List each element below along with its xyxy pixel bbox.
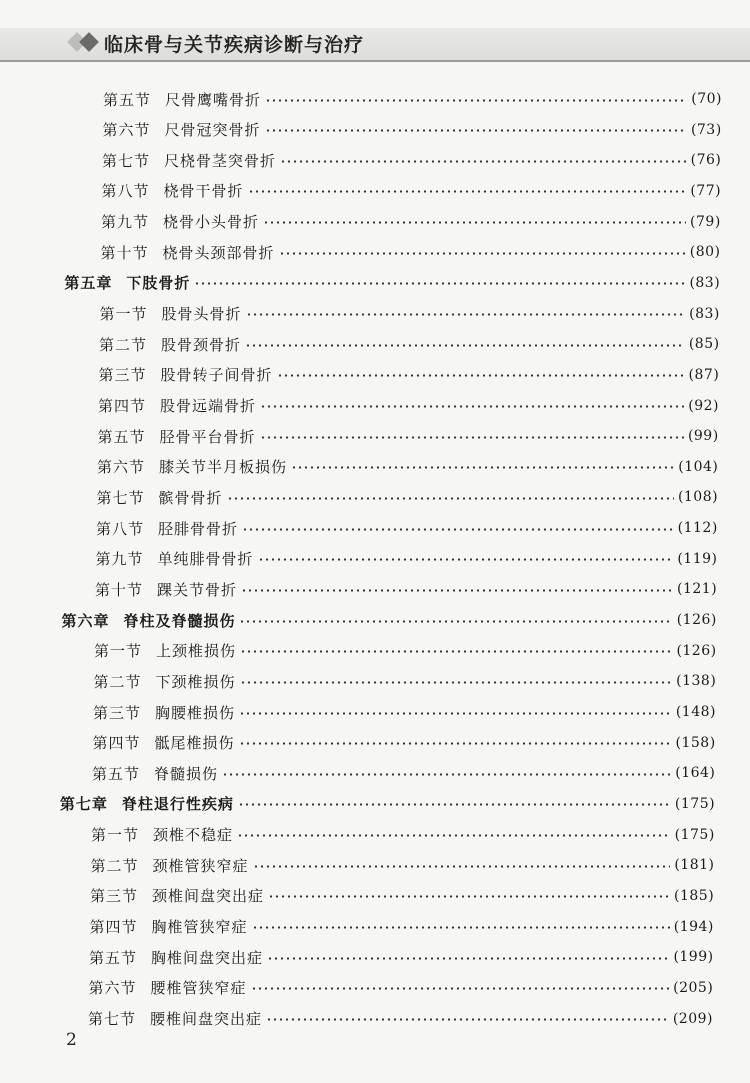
- dot-leader: [280, 160, 687, 163]
- toc-section-entry: [99, 333, 720, 355]
- toc-section-entry: [93, 701, 716, 723]
- dot-leader: [267, 957, 669, 960]
- toc-entry-page: (158): [675, 734, 716, 751]
- toc-entry-title: 颈椎间盘突出症: [152, 887, 265, 906]
- toc-entry-page: (70): [691, 91, 722, 107]
- toc-section-entry: [97, 456, 718, 478]
- toc-entry-number: 第二节: [90, 856, 139, 875]
- toc-entry-number: 第一节: [99, 305, 148, 324]
- toc-entry-page: (126): [676, 642, 717, 659]
- toc-section-entry: [102, 149, 721, 171]
- toc-entry-title: 脊柱退行性疾病: [121, 795, 234, 814]
- dot-leader: [246, 313, 686, 316]
- toc-entry-number: 第六节: [102, 121, 151, 140]
- toc-entry-page: (87): [688, 366, 720, 383]
- toc-entry-title: 胸椎间盘突出症: [151, 948, 264, 967]
- toc-entry-number: 第一节: [91, 826, 140, 845]
- toc-entry-page: (77): [690, 182, 722, 199]
- toc-entry-page: (83): [689, 274, 721, 291]
- toc-section-entry: [100, 303, 720, 325]
- toc-entry-page: (164): [675, 765, 716, 782]
- dot-leader: [251, 987, 670, 990]
- toc-section-entry: [94, 670, 717, 692]
- toc-section-entry: [88, 1008, 713, 1030]
- toc-entry-number: 第六节: [88, 979, 137, 998]
- toc-entry-page: (194): [673, 918, 714, 935]
- book-title: 临床骨与关节疾病诊断与治疗: [104, 34, 365, 56]
- toc-entry-number: 第三节: [93, 703, 142, 722]
- dot-leader: [263, 221, 686, 224]
- toc-entry-number: 第十节: [95, 580, 144, 599]
- toc-entry-title: 骶尾椎损伤: [154, 734, 235, 753]
- toc-entry-page: (83): [689, 305, 720, 322]
- toc-entry-number: 第四节: [92, 734, 141, 753]
- toc-entry-number: 第五节: [92, 764, 141, 783]
- dot-leader: [237, 834, 671, 837]
- toc-section-entry: [94, 640, 717, 662]
- toc-entry-page: (181): [674, 857, 715, 874]
- toc-entry-title: 胸椎管狭窄症: [151, 918, 248, 937]
- toc-entry-title: 桡骨干骨折: [163, 182, 244, 201]
- toc-entry-number: 第五章: [64, 274, 113, 293]
- toc-section-entry: [90, 916, 714, 938]
- toc-entry-page: (185): [674, 887, 715, 904]
- toc-section-entry: [93, 732, 716, 754]
- dot-leader: [239, 712, 672, 715]
- toc-entry-number: 第七节: [102, 151, 151, 170]
- toc-section-entry: [99, 364, 720, 386]
- toc-entry-page: (99): [687, 428, 719, 445]
- toc-entry-number: 第八节: [96, 519, 145, 538]
- running-header: [0, 0, 750, 60]
- toc-section-entry: [89, 946, 714, 968]
- toc-entry-page: (148): [675, 704, 716, 720]
- toc-entry-number: 第七节: [88, 1010, 137, 1028]
- toc-chapter-entry: [61, 609, 716, 631]
- dot-leader: [240, 681, 673, 684]
- toc-section-entry: [92, 762, 715, 784]
- dot-leader: [222, 773, 671, 776]
- toc-entry-number: 第四节: [89, 918, 138, 937]
- toc-entry-page: (126): [676, 612, 717, 629]
- dot-leader: [258, 558, 674, 561]
- toc-entry-title: 上颈椎损伤: [156, 642, 237, 661]
- toc-entry-page: (121): [677, 581, 718, 598]
- toc-section-entry: [98, 395, 719, 417]
- page-number: 2: [66, 1030, 77, 1050]
- toc-entry-page: (73): [690, 121, 722, 138]
- toc-entry-page: (108): [677, 489, 719, 506]
- dot-leader: [260, 436, 684, 439]
- toc-entry-number: 第五节: [97, 427, 146, 446]
- dot-leader: [240, 650, 672, 653]
- toc-section-entry: [102, 180, 722, 202]
- toc-section-entry: [96, 517, 718, 539]
- toc-entry-page: (85): [688, 336, 720, 353]
- toc-section-entry: [98, 425, 719, 447]
- toc-entry-title: 桡骨小头骨折: [163, 213, 260, 232]
- toc-entry-number: 第七章: [59, 795, 108, 814]
- toc-entry-number: 第八节: [101, 182, 150, 201]
- toc-entry-title: 下颈椎损伤: [155, 672, 236, 691]
- toc-entry-title: 单纯腓骨骨折: [157, 550, 254, 569]
- dot-leader: [279, 252, 686, 255]
- toc-entry-title: 颈椎不稳症: [153, 826, 234, 845]
- toc-entry-number: 第五节: [103, 90, 152, 109]
- dot-leader: [227, 497, 674, 500]
- toc-entry-title: 桡骨头颈部骨折: [162, 243, 275, 262]
- toc-section-entry: [103, 88, 722, 110]
- toc-entry-title: 腰椎间盘突出症: [150, 1010, 263, 1028]
- toc-section-entry: [89, 977, 714, 999]
- toc-entry-title: 下肢骨折: [126, 274, 191, 293]
- toc-entry-page: (175): [674, 795, 716, 812]
- dot-leader: [252, 926, 670, 929]
- toc-entry-title: 尺骨冠突骨折: [164, 121, 261, 140]
- toc-section-entry: [95, 578, 717, 600]
- dot-leader: [239, 620, 672, 623]
- toc-entry-title: 股骨头骨折: [161, 305, 242, 324]
- toc-entry-number: 第三节: [90, 887, 139, 906]
- dot-leader: [253, 865, 671, 868]
- toc-section-entry: [91, 854, 715, 876]
- toc-entry-title: 胫骨平台骨折: [159, 427, 256, 446]
- toc-entry-number: 第四节: [98, 397, 147, 415]
- toc-entry-number: 第三节: [98, 366, 147, 385]
- toc-entry-title: 膝关节半月板损伤: [159, 458, 288, 477]
- toc-chapter-entry: [60, 793, 715, 815]
- toc-entry-title: 尺骨鹰嘴骨折: [165, 90, 262, 109]
- toc-section-entry: [101, 241, 721, 263]
- toc-section-entry: [90, 885, 714, 907]
- toc-entry-page: (112): [677, 520, 718, 537]
- dot-leader: [239, 742, 672, 745]
- dot-leader: [265, 129, 687, 132]
- toc-section-entry: [103, 119, 722, 141]
- toc-entry-page: (205): [673, 979, 714, 996]
- dot-leader: [291, 466, 674, 469]
- dot-leader: [268, 895, 670, 898]
- toc-entry-title: 胸腰椎损伤: [155, 703, 236, 722]
- toc-entry-number: 第十节: [100, 243, 149, 262]
- toc-entry-page: (119): [677, 550, 718, 567]
- toc-entry-title: 踝关节骨折: [157, 580, 238, 599]
- dot-leader: [265, 99, 687, 102]
- toc-entry-number: 第六章: [61, 611, 110, 630]
- toc-entry-page: (92): [688, 397, 719, 414]
- toc-entry-page: (175): [674, 826, 715, 843]
- dot-leader: [266, 1018, 669, 1021]
- toc-section-entry: [101, 211, 721, 233]
- toc-entry-number: 第七节: [96, 488, 145, 507]
- toc-entry-title: 股骨转子间骨折: [160, 366, 273, 385]
- toc-entry-page: (80): [689, 244, 721, 261]
- toc-entry-number: 第六节: [97, 458, 146, 477]
- dot-leader: [248, 190, 687, 193]
- toc-entry-title: 尺桡骨茎突骨折: [164, 151, 277, 170]
- toc-entry-page: (79): [690, 213, 721, 230]
- toc-entry-page: (138): [676, 673, 717, 690]
- toc-entry-title: 股骨远端骨折: [160, 397, 257, 415]
- toc-entry-title: 股骨颈骨折: [161, 335, 242, 354]
- dot-leader: [194, 282, 685, 285]
- toc-entry-title: 髌骨骨折: [158, 488, 223, 507]
- dot-leader: [245, 344, 685, 347]
- dot-leader: [241, 589, 673, 592]
- toc-entry-page: (104): [678, 458, 719, 475]
- toc-entry-title: 胫腓骨骨折: [158, 519, 239, 538]
- toc-entry-number: 第九节: [95, 550, 144, 569]
- toc-section-entry: [97, 486, 719, 508]
- toc-entry-page: (209): [672, 1010, 713, 1027]
- dot-leader: [260, 405, 684, 408]
- dot-leader: [242, 528, 674, 531]
- toc-entry-number: 第二节: [99, 335, 148, 354]
- toc-chapter-entry: [64, 272, 720, 294]
- toc-entry-page: (199): [673, 949, 714, 966]
- toc-section-entry: [91, 824, 715, 846]
- toc-entry-title: 脊柱及脊髓损伤: [123, 611, 236, 630]
- toc-entry-number: 第一节: [94, 642, 143, 661]
- toc-entry-number: 第九节: [101, 213, 150, 232]
- toc-entry-title: 颈椎管狭窄症: [152, 856, 249, 875]
- toc-entry-number: 第二节: [93, 672, 142, 691]
- toc-entry-title: 脊髓损伤: [154, 764, 219, 783]
- header-rule: [0, 60, 750, 62]
- toc-entry-number: 第五节: [89, 948, 138, 967]
- toc-entry-page: (76): [690, 152, 722, 169]
- dot-leader: [238, 803, 671, 806]
- toc-entry-title: 腰椎管狭窄症: [150, 979, 247, 998]
- dot-leader: [277, 374, 685, 377]
- toc-section-entry: [96, 548, 718, 570]
